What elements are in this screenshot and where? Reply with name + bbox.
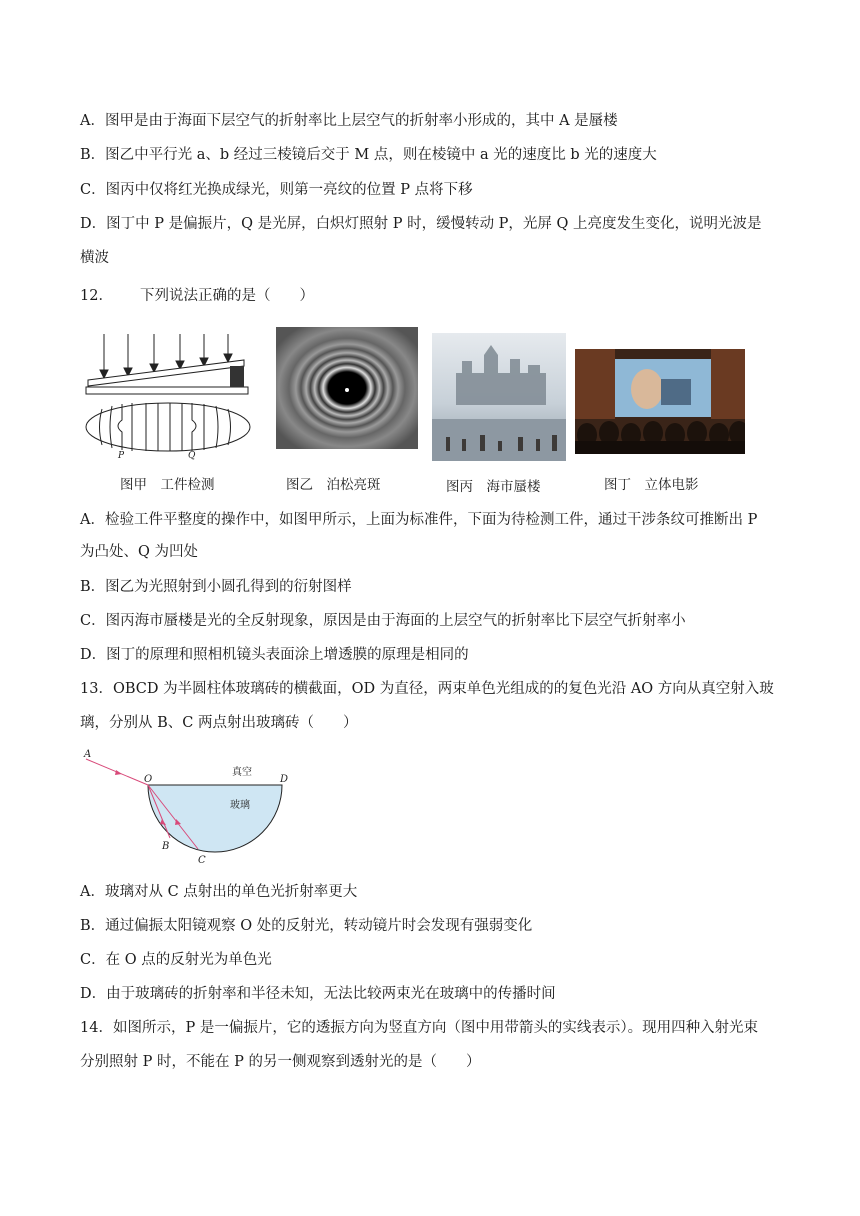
fig-jia-label-q: Q bbox=[188, 451, 196, 461]
q11-option-d-line1: D．图丁中 P 是偏振片，Q 是光屏，白炽灯照射 P 时，缓慢转动 P，光屏 Q 上亮度发生变化，说明光波是 bbox=[80, 216, 762, 232]
q14-stem-line1: 14．如图所示，P 是一偏振片，它的透振方向为竖直方向（图中用带箭头的实线表示）。现用四种入射光束 bbox=[80, 1020, 759, 1036]
q13-option-c: C．在 O 点的反射光为单色光 bbox=[80, 952, 272, 968]
q13-option-a: A．玻璃对从 C 点射出的单色光折射率更大 bbox=[80, 884, 358, 900]
q11-option-c: C．图丙中仅将红光换成绿光，则第一亮纹的位置 P 点将下移 bbox=[80, 182, 473, 198]
q12-option-a-line1: A．检验工件平整度的操作中，如图甲所示，上面为标准件，下面为待检测工件，通过干涉条纹可推断出 P bbox=[80, 512, 758, 528]
fig-jia-label-p: P bbox=[118, 451, 125, 461]
q13-stem-line2: 璃，分别从 B、C 两点射出玻璃砖（ ） bbox=[80, 715, 358, 731]
q13-label-d: D bbox=[280, 774, 289, 785]
q11-option-b: B．图乙中平行光 a、b 经过三棱镜后交于 M 点，则在棱镜中 a 光的速度比 b 光的速度大 bbox=[80, 147, 657, 163]
caption-ding: 图丁 立体电影 bbox=[604, 477, 699, 493]
q12-option-b: B．图乙为光照射到小圆孔得到的衍射图样 bbox=[80, 579, 352, 595]
q13-label-b: B bbox=[162, 841, 170, 852]
q13-label-vacuum: 真空 bbox=[232, 767, 252, 778]
figure-jia-workpiece bbox=[82, 332, 254, 462]
q13-option-b: B．通过偏振太阳镜观察 O 处的反射光，转动镜片时会发现有强弱变化 bbox=[80, 918, 533, 934]
figure-q13-semicircle-glass bbox=[82, 745, 302, 867]
q13-label-c: C bbox=[198, 855, 206, 866]
q11-option-d-line2: 横波 bbox=[80, 250, 109, 266]
q12-option-c: C．图丙海市蜃楼是光的全反射现象，原因是由于海面的上层空气的折射率比下层空气折射率小 bbox=[80, 613, 686, 629]
q13-label-o: O bbox=[144, 774, 153, 785]
figure-ding-3d-movie-photo bbox=[575, 349, 745, 454]
q12-option-d: D．图丁的原理和照相机镜头表面涂上增透膜的原理是相同的 bbox=[80, 647, 469, 663]
figure-bing-mirage-photo bbox=[432, 333, 566, 461]
figure-yi-poisson-spot bbox=[276, 327, 418, 449]
q12-stem: 下列说法正确的是（ ） bbox=[140, 288, 314, 304]
q13-label-glass: 玻璃 bbox=[230, 800, 250, 811]
q12-number: 12． bbox=[80, 288, 113, 304]
q14-stem-line2: 分别照射 P 时，不能在 P 的另一侧观察到透射光的是（ ） bbox=[80, 1054, 481, 1070]
caption-yi: 图乙 泊松亮斑 bbox=[286, 477, 381, 493]
q12-option-a-line2: 为凸处、Q 为凹处 bbox=[80, 544, 198, 560]
q13-option-d: D．由于玻璃砖的折射率和半径未知，无法比较两束光在玻璃中的传播时间 bbox=[80, 986, 556, 1002]
caption-bing: 图丙 海市蜃楼 bbox=[446, 479, 541, 495]
caption-jia: 图甲 工件检测 bbox=[120, 477, 215, 493]
q13-stem-line1: 13．OBCD 为半圆柱体玻璃砖的横截面，OD 为直径，两束单色光组成的的复色光沿 AO 方向从真空射入玻 bbox=[80, 681, 774, 697]
q13-label-a: A bbox=[84, 749, 92, 760]
q11-option-a: A．图甲是由于海面下层空气的折射率比上层空气的折射率小形成的，其中 A 是蜃楼 bbox=[80, 113, 618, 129]
